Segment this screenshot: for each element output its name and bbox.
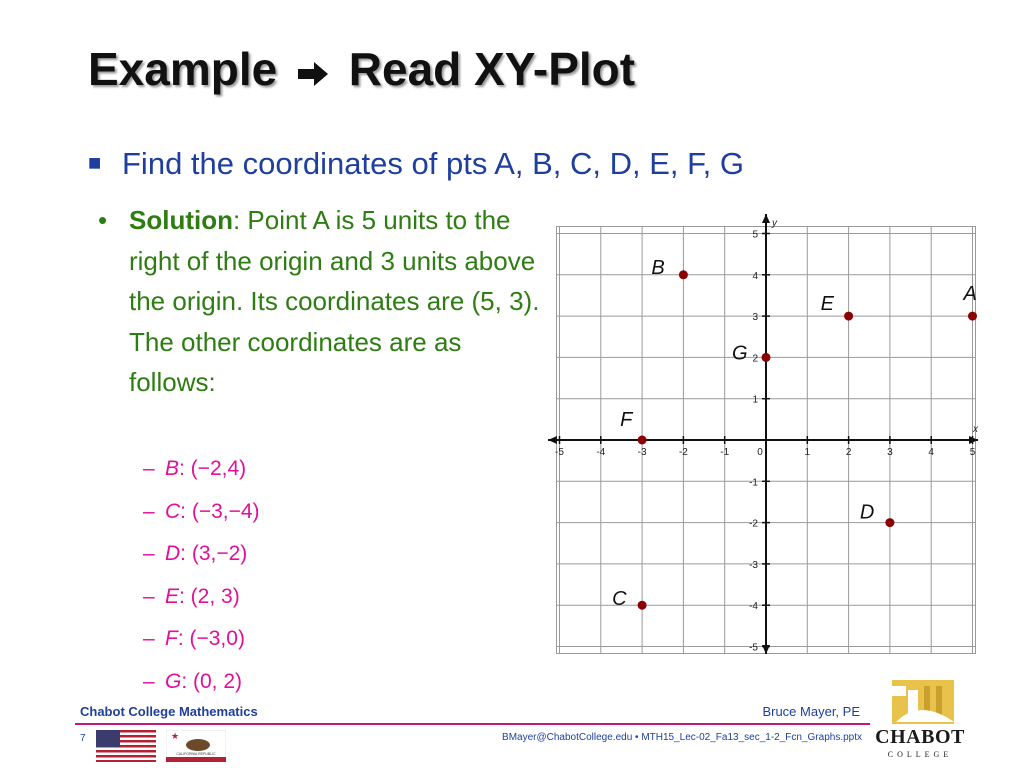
round-bullet-icon: • xyxy=(98,205,108,235)
point-coord: : (2, 3) xyxy=(179,584,240,608)
point-name: F xyxy=(165,627,178,651)
data-point xyxy=(762,353,771,362)
point-name: E xyxy=(165,584,180,608)
data-point xyxy=(679,270,688,279)
solution-label: Solution xyxy=(129,205,233,235)
data-point-label: G xyxy=(732,342,748,365)
x-tick-label: 2 xyxy=(845,447,852,458)
y-axis-label: y xyxy=(772,218,777,229)
x-tick-label: 0 xyxy=(757,447,763,458)
y-tick-label: 2 xyxy=(752,353,758,365)
x-tick-label: 1 xyxy=(804,447,811,458)
x-tick-label: 3 xyxy=(887,447,893,458)
data-point-label: B xyxy=(651,256,665,279)
list-item: – F: (−3,0) xyxy=(143,627,245,651)
svg-text:★: ★ xyxy=(171,731,180,741)
x-tick-label: -5 xyxy=(555,447,564,458)
point-coord: : (−3,0) xyxy=(177,627,245,651)
chabot-logo-text: CHABOT xyxy=(875,726,965,748)
footer-college: Chabot College Mathematics xyxy=(80,704,258,719)
data-point-label: D xyxy=(859,501,875,524)
point-name: G xyxy=(165,669,182,693)
x-tick-label: -2 xyxy=(678,447,688,458)
california-flag-icon xyxy=(166,730,226,762)
data-point-label: C xyxy=(612,588,627,611)
list-item: – C: (−3,−4) xyxy=(143,499,260,523)
point-coord: : (−3,−4) xyxy=(180,499,260,523)
main-bullet-text: Find the coordinates of pts A, B, C, D, E, F, G xyxy=(122,146,744,181)
x-axis-left-arrow-icon xyxy=(548,436,557,444)
y-tick-label: 5 xyxy=(752,229,758,241)
y-tick-label: 1 xyxy=(752,394,758,406)
chabot-logo-subtext: COLLEGE xyxy=(887,750,953,759)
us-flag-icon xyxy=(96,730,156,762)
y-tick-label: 3 xyxy=(752,312,758,324)
x-axis-right-arrow-icon xyxy=(969,436,978,444)
y-tick-label: -5 xyxy=(749,642,758,654)
y-tick-label: -4 xyxy=(749,601,758,613)
point-name: D xyxy=(165,542,181,566)
point-coord: : (3,−2) xyxy=(180,542,248,566)
point-coord: : (−2,4) xyxy=(179,457,247,480)
slide-number: 7 xyxy=(80,733,86,744)
x-tick-label: 4 xyxy=(928,447,934,458)
y-tick-label: -2 xyxy=(749,518,758,530)
point-name: C xyxy=(165,499,181,523)
list-item: – G: (0, 2) xyxy=(143,669,243,693)
data-point xyxy=(638,436,647,445)
data-point xyxy=(885,518,894,527)
y-tick-label: 4 xyxy=(752,270,758,282)
x-tick-label: -4 xyxy=(596,447,606,458)
x-tick-label: -3 xyxy=(637,447,647,458)
title-read-xy-plot: Read XY-Plot xyxy=(348,43,636,95)
list-item: – D: (3,−2) xyxy=(143,542,248,566)
title-example: Example xyxy=(88,43,278,95)
list-item: – B: (−2,4) xyxy=(143,457,247,480)
x-tick-label: -1 xyxy=(720,447,730,458)
point-name: B xyxy=(165,457,180,480)
y-tick-label: -1 xyxy=(749,477,758,489)
california-flag-text: CALIFORNIA REPUBLIC xyxy=(176,752,216,756)
x-axis-label: x xyxy=(973,424,978,435)
y-tick-label: -3 xyxy=(749,559,758,571)
footer-rule xyxy=(75,723,870,725)
solution-text: : Point A is 5 units to the right of the origin and 3 units above the origin. Its coordinates are (5, 3). The other coordinates are as follows: xyxy=(129,205,540,397)
x-tick-label: 5 xyxy=(969,447,976,458)
data-point-label: E xyxy=(820,293,834,316)
footer-email-file: BMayer@ChabotCollege.edu • MTH15_Lec-02_Fa13_sec_1-2_Fcn_Graphs.pptx xyxy=(502,732,862,743)
data-point xyxy=(844,312,853,321)
data-point-label: F xyxy=(620,409,633,431)
point-coord: : (0, 2) xyxy=(181,669,243,693)
y-axis-up-arrow-icon xyxy=(762,214,770,223)
data-point xyxy=(638,601,647,610)
data-point-label: A xyxy=(963,283,977,306)
square-bullet-icon: ■ xyxy=(88,150,102,175)
list-item: – E: (2, 3) xyxy=(143,584,240,608)
footer-author: Bruce Mayer, PE xyxy=(762,704,860,719)
data-point xyxy=(968,312,977,321)
